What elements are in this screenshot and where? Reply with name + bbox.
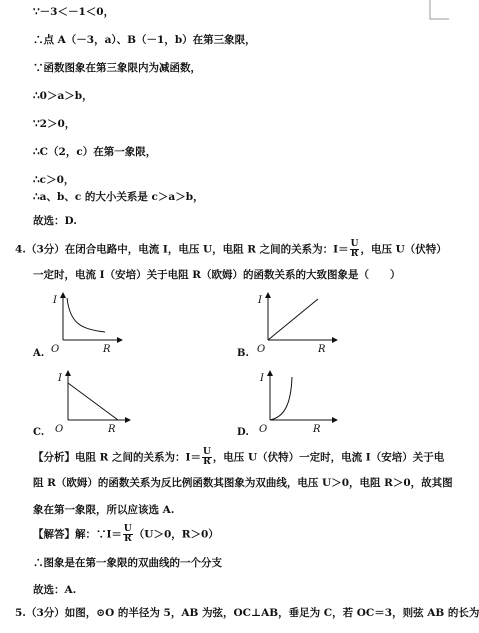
fraction-denominator: R (350, 249, 359, 259)
q5-stem: 5.（3分）如图，⊙O 的半径为 5，AB 为弦，OC⊥AB，垂足为 C，若 OC＝3，则弦 AB 的长为 (15, 607, 479, 619)
analysis-part-b: ，电压 U（伏特）一定时，电流 I（安培）关于电 (212, 451, 445, 464)
answer-line-1 (33, 525, 219, 544)
graph-c-line (68, 383, 118, 420)
graph-b-line (268, 299, 318, 340)
graph-a-x-label: R (103, 344, 111, 355)
option-a-label: A. (33, 348, 45, 359)
fraction-numerator: U (350, 239, 359, 249)
graph-a (32, 295, 120, 359)
option-d-label: D. (237, 427, 249, 438)
graph-d (237, 373, 335, 438)
answer-line-3: 故选：A. (33, 584, 77, 596)
solution-line-2: ∴点 A（－3，a）、B（－1，b）在第三象限， (33, 34, 256, 46)
q4-stem-line-1 (15, 240, 447, 259)
option-b-label: B. (237, 348, 249, 359)
answer-fraction (123, 525, 133, 544)
fraction-numerator: U (123, 524, 132, 534)
analysis-fraction (202, 448, 212, 467)
option-c-label: C. (33, 427, 45, 438)
graph-b-y-label: I (258, 295, 262, 306)
solution-line-7: ∴c＞0， (33, 174, 75, 186)
graph-c-y-label: I (58, 373, 62, 384)
graph-b-origin: O (257, 344, 266, 355)
solution-line-5: ∵2＞0， (33, 118, 76, 130)
q4-formula-fraction (350, 240, 360, 259)
q4-stem-part-a: 4.（3分）在闭合电路中，电流 I，电压 U，电阻 R 之间的关系为：I＝ (15, 243, 349, 256)
graph-c-origin: O (55, 424, 64, 435)
fraction-denominator: R (203, 457, 211, 467)
graph-a-y-label: I (53, 295, 57, 306)
solution-line-1: ∵－3＜－1＜0， (33, 6, 115, 18)
solution-line-6: ∴C（2，c）在第一象限， (33, 146, 157, 158)
graph-a-origin: O (51, 344, 60, 355)
answer-part-b: （U＞0，R＞0） (133, 528, 219, 541)
graph-d-curve (270, 377, 292, 420)
graph-d-y-label: I (260, 373, 264, 384)
graph-d-x-label: R (313, 424, 321, 435)
fraction-numerator: U (202, 447, 211, 457)
analysis-line-1 (33, 448, 444, 467)
graph-d-origin: O (259, 424, 268, 435)
q4-stem-line-2: 一定时，电流 I（安培）关于电阻 R（欧姆）的函数关系的大致图象是（ ） (33, 269, 401, 281)
graph-c (33, 373, 128, 438)
graph-b-x-label: R (318, 344, 326, 355)
solution-line-3: ∵函数图象在第三象限内为减函数， (33, 62, 201, 74)
solution-answer: 故选：D. (33, 215, 77, 227)
graph-c-x-label: R (108, 424, 116, 435)
analysis-line-3: 象在第一象限，所以应该选 A. (33, 504, 175, 516)
graph-b (237, 295, 335, 359)
solution-line-4: ∴0＞a＞b， (33, 90, 93, 102)
answer-line-2: ∴图象是在第一象限的双曲线的一个分支 (33, 557, 222, 569)
fraction-denominator: R (124, 534, 132, 544)
analysis-part-a: 【分析】电阻 R 之间的关系为：I＝ (33, 451, 201, 464)
q4-stem-part-b: ，电压 U（伏特） (360, 243, 447, 256)
solution-line-8: ∴a、b、c 的大小关系是 c＞a＞b， (33, 191, 204, 203)
answer-part-a: 【解答】解：∵I＝ (33, 528, 122, 541)
graph-a-curve (67, 298, 105, 332)
analysis-line-2: 阻 R（欧姆）的函数关系为反比例函数其图象为双曲线，电压 U＞0，电阻 R＞0，故其图 (33, 477, 453, 489)
